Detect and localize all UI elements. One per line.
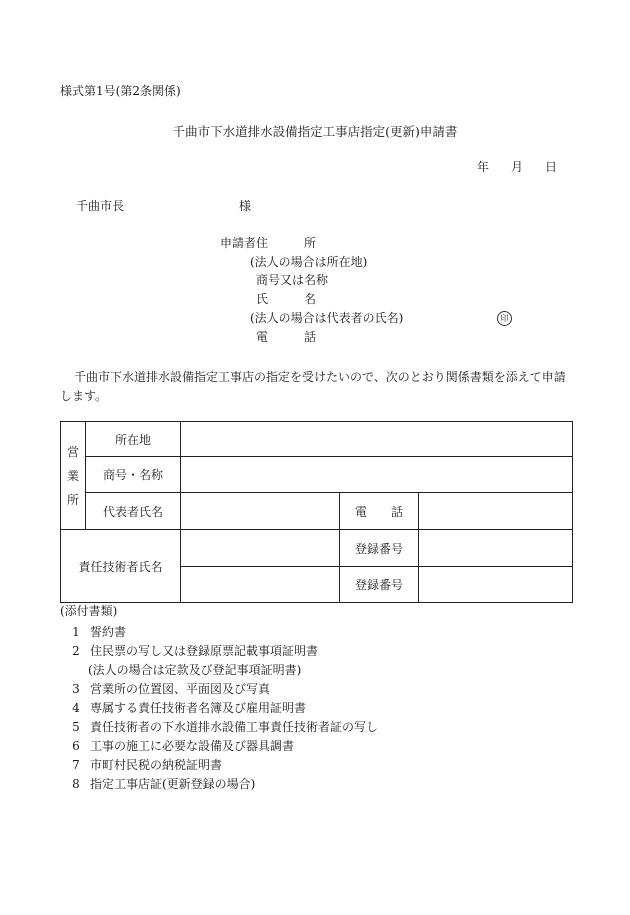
date-day: 日: [545, 160, 558, 174]
applicant-phone-label: 電 話: [256, 330, 317, 344]
applicant-prefix: 申請者: [220, 236, 257, 250]
location-field[interactable]: [181, 422, 573, 457]
form-number: 様式第1号(第2条関係): [60, 84, 181, 98]
phone-label: 電 話: [340, 493, 419, 530]
applicant-name-label: 氏 名: [256, 292, 317, 306]
document-title: 千曲市下水道排水設備指定工事店指定(更新)申請書: [172, 124, 458, 139]
trade-name-field[interactable]: [181, 457, 573, 493]
attachments-title: (添付書類): [60, 604, 118, 618]
registration-label-1: 登録番号: [340, 530, 419, 567]
trade-name-label: 商号・名称: [86, 457, 181, 493]
representative-row: [61, 493, 573, 530]
applicant-trade-name-label: 商号又は名称: [256, 273, 329, 287]
representative-field[interactable]: [181, 493, 340, 530]
trade-name-row: [61, 457, 573, 493]
registration-field-2[interactable]: [419, 567, 573, 603]
engineer-name-field-1[interactable]: [181, 530, 340, 567]
date-month: 月: [511, 160, 524, 174]
registration-label-2: 登録番号: [340, 567, 419, 603]
business-info-table: [60, 421, 573, 603]
applicant-address-note: (法人の場合は所在地): [250, 255, 368, 269]
location-label: 所在地: [86, 422, 181, 457]
registration-field-1[interactable]: [419, 530, 573, 567]
engineer-row-1: [61, 530, 573, 567]
date-year: 年: [477, 160, 490, 174]
representative-label: 代表者氏名: [86, 493, 181, 530]
seal-mark: 印: [497, 311, 512, 326]
addressee-honorific: 様: [239, 199, 252, 213]
phone-field[interactable]: [419, 493, 573, 530]
office-group-label: 営 業 所: [61, 422, 86, 530]
engineer-name-field-2[interactable]: [181, 567, 340, 603]
application-form-page: 様式第1号(第2条関係) 千曲市下水道排水設備指定工事店指定(更新)申請書 年 月 日 千曲市長 様 申請者住 所 (法人の場合は所在地) 商号又は名称 氏 名 (法人の場合は代表者の氏名) 印 電 話 千曲市下水道排水設備指定工事店の指定を受けたいので、次のとおり関係書類を添えて申請します。 営 業 所 所在地 商号・名称 代表者氏名 電 話 責任技術者氏名 登録番号 登録番号 (添付書類) 1 誓約書 2 住民票の写し又は登録原票記載事項証明書 (法人の場合は定款及び登記事項証明書) 3 営業所の位置図、平面図及び写真 4 専属する責任技術者名簿及び雇用証明書 5 責任技術者の下水道排水設備工事責任技術者証の写し 6 工事の施工に必要な設備及び器具調書 7 市町村民税の納税証明書 8 指定工事店証(更新登録の場合): [0, 0, 630, 915]
engineer-label: 責任技術者氏名: [61, 530, 181, 603]
addressee-name: 千曲市長: [76, 199, 125, 213]
location-row: [61, 422, 573, 457]
applicant-address-row: [220, 236, 316, 250]
applicant-address-label: 住 所: [256, 236, 317, 250]
application-statement: 千曲市下水道排水設備指定工事店の指定を受けたいので、次のとおり関係書類を添えて申請します。: [60, 370, 566, 403]
applicant-name-note: (法人の場合は代表者の氏名): [250, 311, 404, 325]
